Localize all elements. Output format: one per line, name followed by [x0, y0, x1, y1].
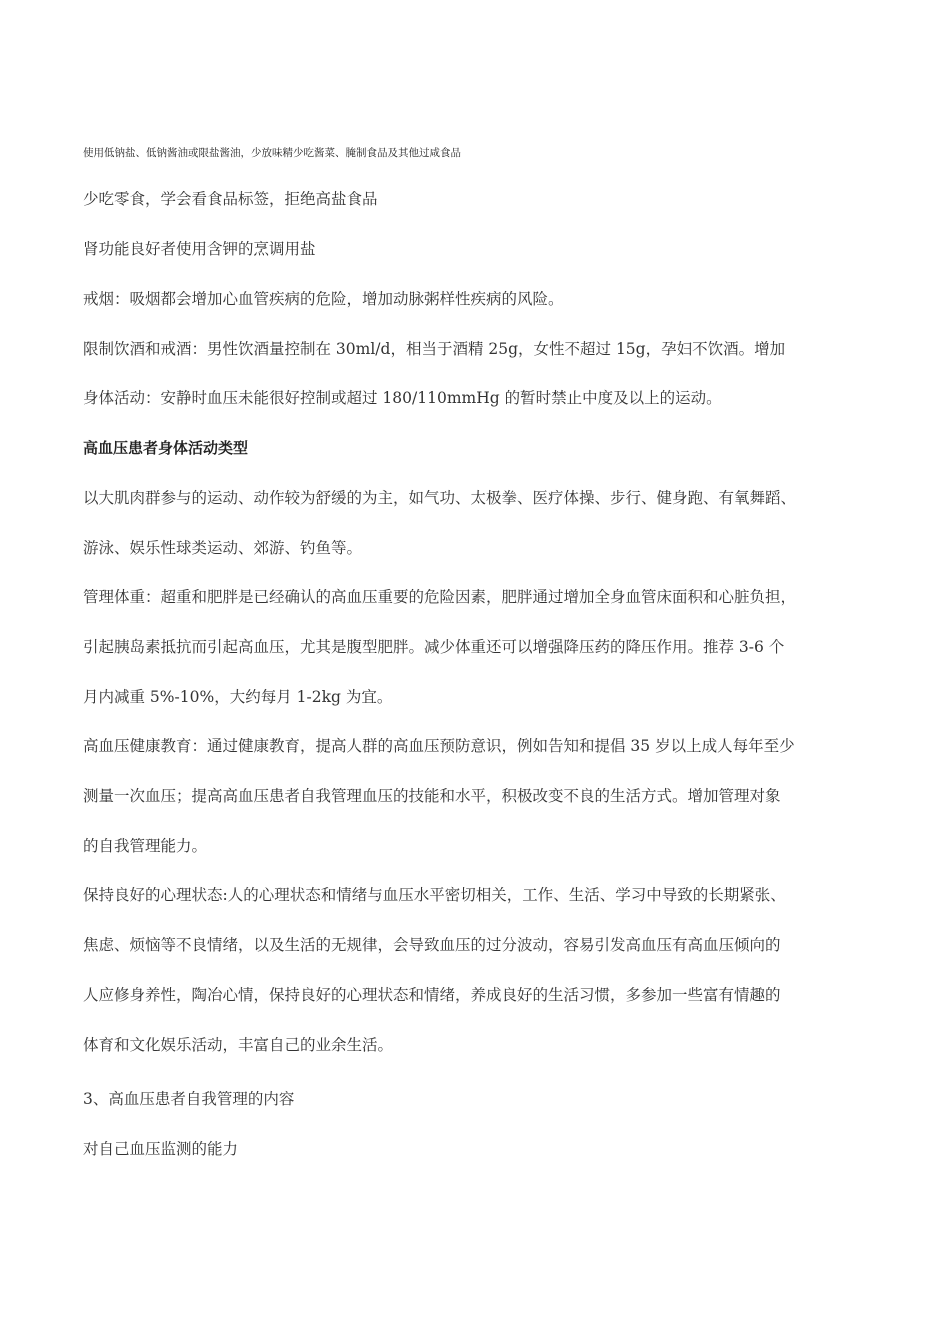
text-line: 以大肌肉群参与的运动、动作较为舒缓的为主，如气功、太极拳、医疗体操、步行、健身跑、有氧舞蹈、 [83, 489, 797, 507]
section-heading: 3、高血压患者自我管理的内容 [83, 1090, 295, 1108]
text-line: 限制饮酒和戒酒：男性饮酒量控制在 30ml/d，相当于酒精 25g，女性不超过 15g，孕妇不饮酒。增加 [83, 340, 786, 358]
text-line: 游泳、娱乐性球类运动、郊游、钓鱼等。 [83, 539, 363, 557]
section-heading: 高血压患者身体活动类型 [83, 439, 249, 457]
text-line: 身体活动：安静时血压未能很好控制或超过 180/110mmHg 的暂时禁止中度及以上的运动。 [83, 389, 722, 407]
text-line: 引起胰岛素抵抗而引起高血压，尤其是腹型肥胖。减少体重还可以增强降压药的降压作用。推荐 3-6 个 [83, 638, 785, 656]
text-line: 焦虑、烦恼等不良情绪，以及生活的无规律，会导致血压的过分波动，容易引发高血压有高血压倾向的 [83, 936, 781, 954]
text-line: 少吃零食，学会看食品标签，拒绝高盐食品 [83, 190, 378, 208]
text-line: 戒烟：吸烟都会增加心血管疾病的危险，增加动脉粥样性疾病的风险。 [83, 290, 564, 308]
text-line: 对自己血压监测的能力 [83, 1140, 239, 1158]
text-line: 高血压健康教育：通过健康教育，提高人群的高血压预防意识，例如告知和提倡 35 岁以上成人每年至少 [83, 737, 795, 755]
text-line: 使用低钠盐、低钠酱油或限盐酱油，少放味精少吃酱菜、腌制食品及其他过咸食品 [83, 147, 461, 159]
text-line: 测量一次血压；提高高血压患者自我管理血压的技能和水平，积极改变不良的生活方式。增加管理对象 [83, 787, 781, 805]
text-line: 月内减重 5%-10%，大约每月 1-2kg 为宜。 [83, 688, 393, 706]
text-line: 人应修身养性，陶冶心情，保持良好的心理状态和情绪，养成良好的生活习惯，多参加一些富有情趣的 [83, 986, 781, 1004]
text-line: 肾功能良好者使用含钾的烹调用盐 [83, 240, 316, 258]
text-line: 管理体重：超重和肥胖是已经确认的高血压重要的危险因素，肥胖通过增加全身血管床面积和心脏负担， [83, 588, 797, 606]
text-line: 保持良好的心理状态:人的心理状态和情绪与血压水平密切相关，工作、生活、学习中导致的长期紧张、 [83, 886, 786, 904]
text-line: 体育和文化娱乐活动，丰富自己的业余生活。 [83, 1036, 394, 1054]
text-line: 的自我管理能力。 [83, 837, 208, 855]
